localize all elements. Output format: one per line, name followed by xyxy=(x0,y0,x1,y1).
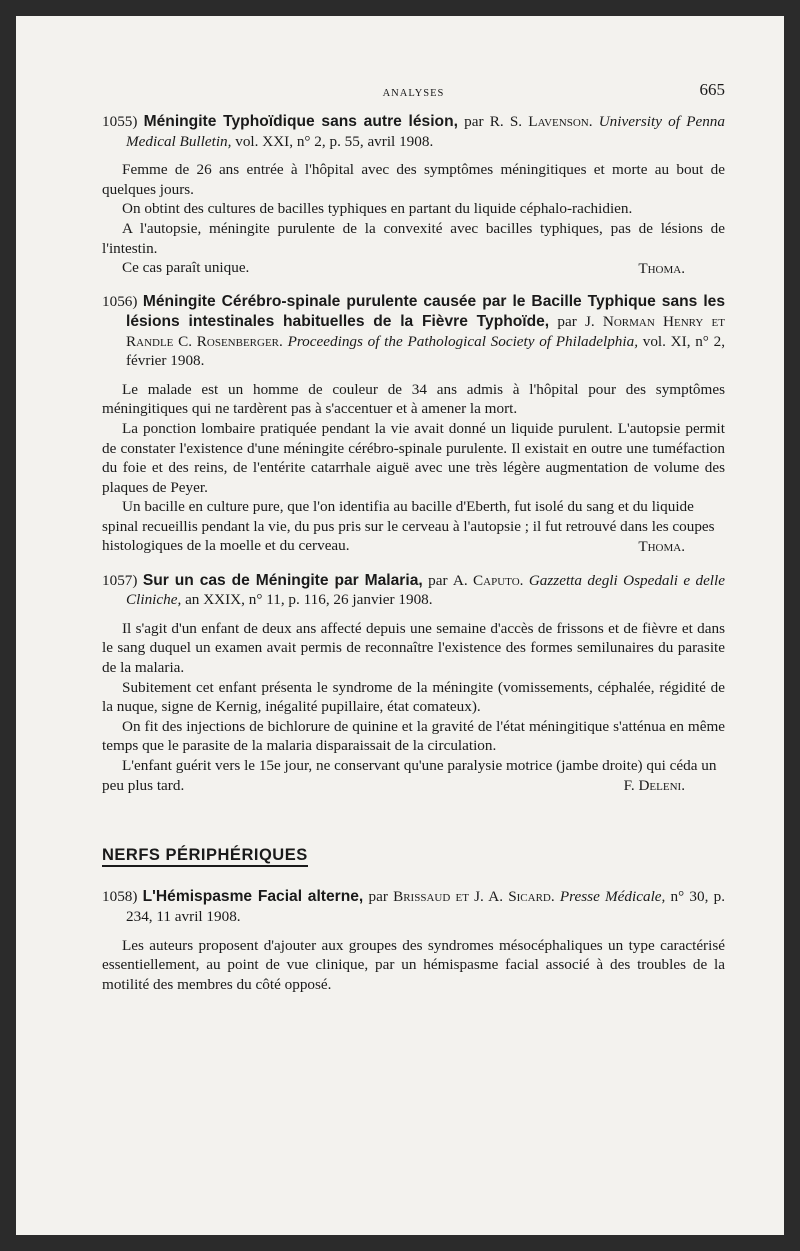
paragraph: La ponction lombaire pratiquée pendant la vie avait donné un liquide purulent. L'autopsie permit de constater l'existence d'une méningite cérébro-spinale purulente. Il existait en outre une tuméfaction du foie et des reins, de l'entérite catarrhale aiguë avec une très légère augmentation de volume des plaques de Peyer. xyxy=(102,419,725,496)
entry-authors: J. Norman Henry et Randle C. Rosenberger. xyxy=(126,312,725,350)
entry-title: L'Hémispasme Facial alterne, xyxy=(142,888,364,906)
paragraph: On obtint des cultures de bacilles typhiques en partant du liquide céphalo-rachidien. xyxy=(122,200,633,218)
entry-by: par xyxy=(549,312,585,330)
paragraph: Ce cas paraît unique. xyxy=(122,259,250,277)
paragraph: Un bacille en culture pure, que l'on identifia au bacille d'Eberth, fut isolé du sang et du liquide spinal recueillis pendant la vie, du pus pris sur le cerveau à l'autopsie ; il fut retrouvé dans les coupes histologiques de la moelle et du cerveau. xyxy=(102,498,715,555)
signature: Thoma. xyxy=(638,538,685,556)
paragraph: A l'autopsie, méningite purulente de la convexité avec bacilles typhiques, pas de lésions de l'intestin. xyxy=(102,219,725,257)
entry-title: Méningite Typhoïdique sans autre lésion, xyxy=(143,113,458,130)
entry-title: Méningite Cérébro-spinale purulente causée par le Bacille Typhique sans les lésions intestinales habituelles de la Fièvre Typhoïde, xyxy=(126,293,726,330)
page-content xyxy=(102,80,725,1008)
entry-ref: n° 30, p. 234, 11 avril 1908. xyxy=(126,888,725,925)
section-title-text: NERFS PÉRIPHÉRIQUES xyxy=(102,846,308,867)
entry-by: par xyxy=(422,571,453,589)
entry-heading xyxy=(102,887,725,926)
entry-heading xyxy=(102,571,725,610)
entry-authors: A. Caputo. xyxy=(452,571,524,589)
entry-authors: Brissaud et J. A. Sicard. xyxy=(393,888,555,906)
entry-number: 1056) xyxy=(102,293,138,311)
paragraph: Le malade est un homme de couleur de 34 ans admis à l'hôpital pour des symptômes méningitiques qui ne tardèrent pas à s'accentuer et à amener la mort. xyxy=(102,380,725,418)
entry-number: 1058) xyxy=(102,888,138,906)
entry-by: par xyxy=(457,113,490,130)
entry-source: Presse Médicale, xyxy=(559,888,666,906)
abstract-entry xyxy=(102,571,725,796)
paragraph: L'enfant guérit vers le 15e jour, ne conservant qu'une paralysie motrice (jambe droite) qui céda un peu plus tard. xyxy=(102,757,717,794)
paragraph: Subitement cet enfant présenta le syndrome de la méningite (vomissements, céphalée, régidité de la nuque, signe de Kernig, inégalité pupillaire, état comateux). xyxy=(102,678,725,716)
entry-ref: vol. XXI, n° 2, p. 55, avril 1908. xyxy=(231,132,434,150)
paragraph: On fit des injections de bichlorure de quinine et la gravité de l'état méningitique s'atténua en même temps que le parasite de la malaria disparaissait de la circulation. xyxy=(102,717,725,755)
entry-number: 1057) xyxy=(102,571,138,589)
paragraph: Il s'agit d'un enfant de deux ans affecté depuis une semaine d'accès de frissons et de fièvre et dans le sang duquel un examen avait permis de reconnaître l'existence des formes semilunaires du parasite de la malaria. xyxy=(102,619,725,677)
signature: Thoma. xyxy=(638,259,685,277)
paragraph: Les auteurs proposent d'ajouter aux groupes des syndromes mésocéphaliques un type caractérisé essentiellement, au point de vue clinique, par un hémispasme facial associé à des troubles de la motilité des membres du côté opposé. xyxy=(102,936,725,993)
entry-source: Proceedings of the Pathological Society of Philadelphia, xyxy=(287,332,639,350)
section-title xyxy=(102,846,725,866)
entry-heading xyxy=(102,292,726,370)
entry-number: 1055) xyxy=(102,113,138,130)
entry-authors: R. S. Lavenson. xyxy=(489,113,593,130)
paragraph: Femme de 26 ans entrée à l'hôpital avec des symptômes méningitiques et morte au bout de quelques jours. xyxy=(102,161,725,198)
entry-title: Sur un cas de Méningite par Malaria, xyxy=(142,571,423,589)
running-head: ANALYSES xyxy=(382,88,445,99)
abstract-entry xyxy=(102,112,725,278)
entry-ref: an XXIX, n° 11, p. 116, 26 janvier 1908. xyxy=(181,591,433,609)
entry-source: Gazzetta degli Ospedali e delle Cliniche, xyxy=(126,571,725,609)
entry-source: University of Penna Medical Bulletin, xyxy=(126,113,725,150)
page-number: 665 xyxy=(699,80,725,99)
abstract-entry xyxy=(102,292,725,556)
signature: F. Deleni. xyxy=(623,777,685,795)
running-header xyxy=(102,80,725,104)
entry-ref: vol. XI, n° 2, février 1908. xyxy=(126,332,725,370)
abstract-entry xyxy=(102,887,725,994)
scanned-page xyxy=(16,16,784,1235)
entry-heading xyxy=(102,112,725,151)
entry-by: par xyxy=(363,888,394,906)
